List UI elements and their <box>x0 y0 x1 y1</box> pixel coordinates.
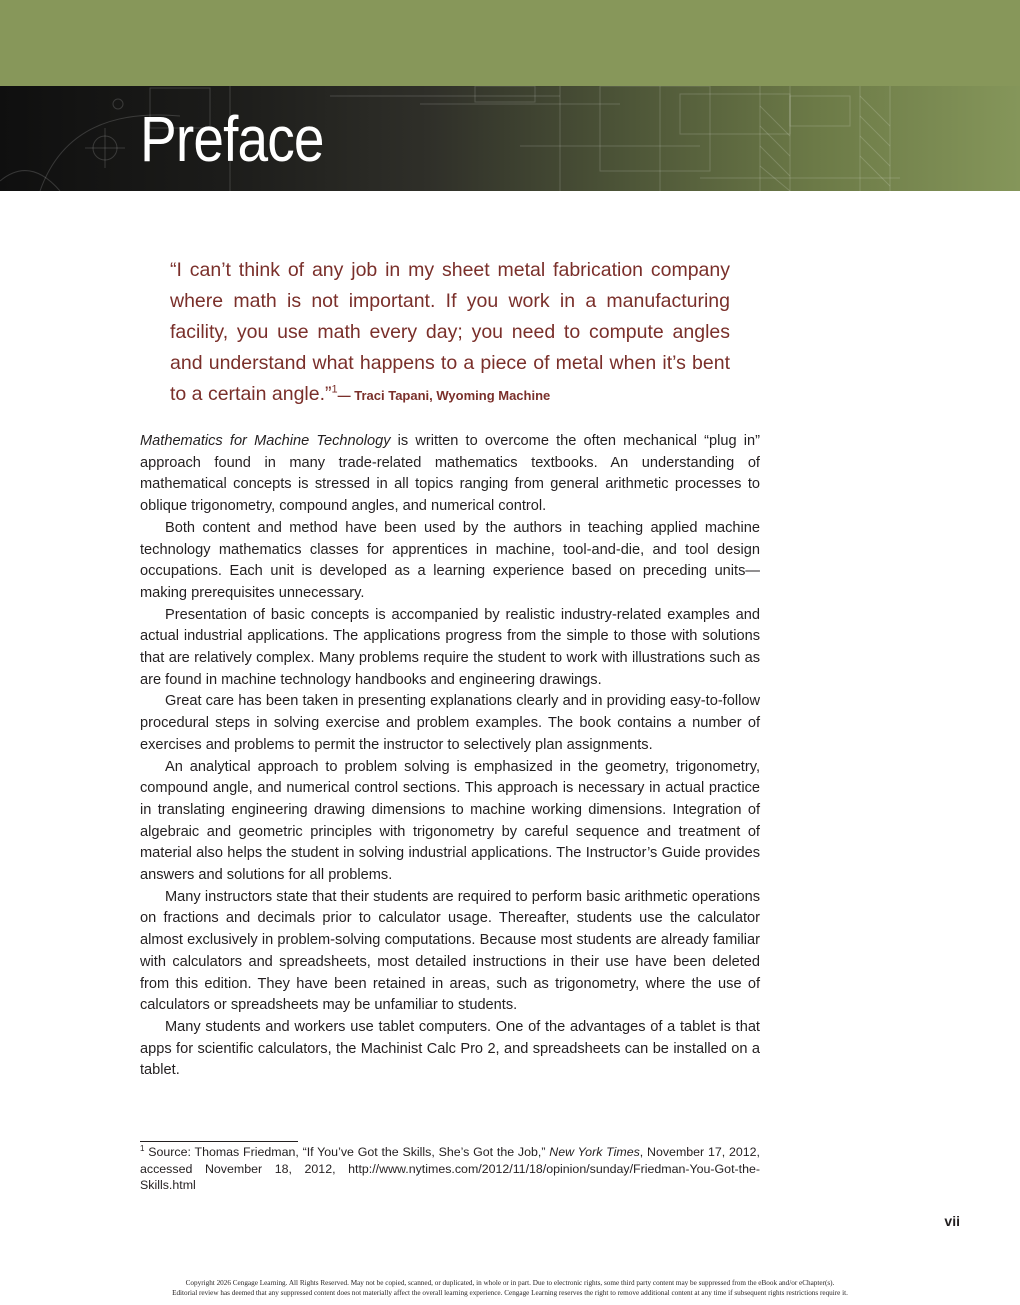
paragraph: Many students and workers use tablet computers. One of the advantages of a tablet is that apps for scientific calculators, the Machinist Calc Pro 2, and spreadsheets can be installed on a tablet. <box>140 1018 760 1079</box>
copyright-line: Editorial review has deemed that any suppressed content does not materially affect the overall learning experience. Cengage Learning reserves the right to remove additional content at any time if subsequent rights restrictions require it. <box>172 1289 848 1297</box>
header-color-band <box>0 0 1020 86</box>
epigraph-quote: “I can’t think of any job in my sheet metal fabrication company where math is not important. If you work in a manufacturing facility, you use math every day; you need to compute angles and understand what happens to a piece of metal when it’s bent to a certain angle.” <box>170 259 730 405</box>
paragraph: Great care has been taken in presenting explanations clearly and in providing easy-to-follow procedural steps in solving exercise and problem examples. The book contains a number of exercises and problems to permit the instructor to selectively plan assignments. <box>140 693 760 753</box>
book-title: Mathematics for Machine Technology <box>140 433 391 449</box>
header-banner <box>0 86 1020 191</box>
paragraph: Both content and method have been used by the authors in teaching applied machine technology mathematics classes for apprentices in machine, tool-and-die, and tool design occupations. Each unit is developed as a learning experience based on preceding units—making prerequisites unnecessary. <box>140 519 760 601</box>
footnote-publication: New York Times <box>549 1145 640 1159</box>
paragraph: An analytical approach to problem solving is emphasized in the geometry, trigonometry, compound angle, and numerical control sections. This approach is necessary in actual practice in translating engineering drawing dimensions to machine working dimensions. Integration of algebraic and geometric principles with trigonometry by careful sequence and treatment of material also helps the student in solving industrial applications. The Instructor’s Guide provides answers and solutions for all problems. <box>140 758 760 884</box>
footnote-mark: 1 <box>140 1143 145 1153</box>
paragraph-text: is written to overcome the often mechanical “plug in” approach found in many trade-related mathematics textbooks. An understanding of mathematical concepts is stressed in all topics ranging from general arithmetic processes to oblique trigonometry, compound angles, and numerical control. <box>140 433 760 515</box>
paragraph: Many instructors state that their students are required to perform basic arithmetic operations on fractions and decimals prior to calculator usage. Thereafter, students use the calculator almost exclusively in problem-solving computations. Because most students are already familiar with calculators and spreadsheets, most detailed instructions in their use have been deleted from this edition. They have been retained in areas, such as trigonometry, where the use of calculators or spreadsheets may be unfamiliar to students. <box>140 888 760 1014</box>
copyright-notice <box>60 1278 960 1298</box>
footnote-rule <box>140 1141 298 1142</box>
epigraph-attribution: — Traci Tapani, Wyoming Machine <box>337 388 551 403</box>
footnote-source: , November 17, 2012, accessed November 18, 2012, http://www.nytimes.com/2012/11/18/opinion/sunday/Friedman-You-Got-the-Skills.html <box>140 1145 760 1192</box>
epigraph-note-mark: 1 <box>331 383 338 396</box>
copyright-line: Copyright 2026 Cengage Learning. All Rights Reserved. May not be copied, scanned, or duplicated, in whole or in part. Due to electronic rights, some third party content may be suppressed from the eBook and/or eChapter(s). <box>185 1279 835 1287</box>
paragraph: Presentation of basic concepts is accompanied by realistic industry-related examples and actual industrial applications. The applications progress from the simple to those with solutions that are relatively complex. Many problems require the student to work with illustrations such as are found in machine technology handbooks and engineering drawings. <box>140 606 760 688</box>
footnote <box>140 1144 760 1194</box>
epigraph <box>170 255 730 411</box>
page-title: Preface <box>140 103 324 175</box>
paragraph <box>140 431 760 518</box>
preface-body <box>140 431 760 1082</box>
page-number: vii <box>944 1213 960 1229</box>
footnote-text: Source: Thomas Friedman, “If You’ve Got the Skills, She’s Got the Job,” <box>144 1145 550 1159</box>
